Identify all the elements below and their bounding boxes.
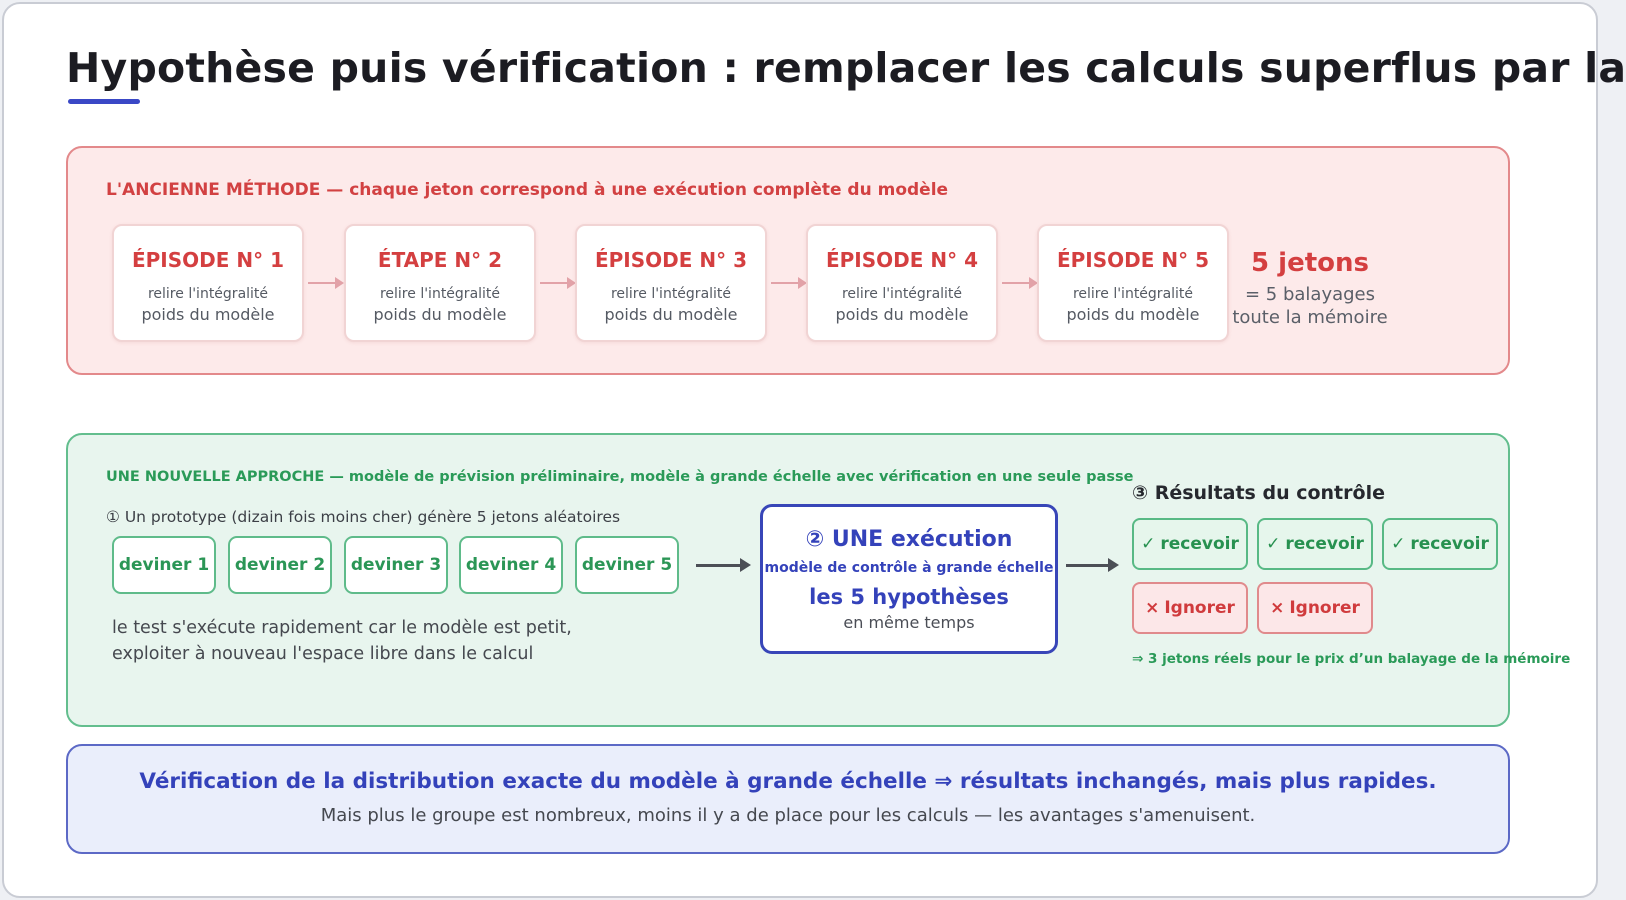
verify-title: ② UNE exécution (805, 527, 1013, 552)
cross-icon: × (1270, 598, 1285, 618)
old-step-card (575, 224, 767, 342)
slide-frame (2, 2, 1626, 898)
old-summary-memory: toute la mémoire (1232, 307, 1388, 328)
flow-arrow-to-results (1066, 564, 1116, 567)
old-summary-sweeps: = 5 balayages (1244, 284, 1376, 305)
old-flow-arrow (308, 282, 342, 284)
cross-icon: × (1145, 598, 1160, 618)
conclusion-panel (66, 744, 1510, 854)
check-icon: ✓ (1391, 534, 1406, 554)
result-accepted (1382, 518, 1498, 570)
old-step-title: ÉPISODE N° 5 (1056, 248, 1209, 272)
old-summary-tokens: 5 jetons (1251, 248, 1369, 278)
draft-note-line1: le test s'exécute rapidement car le modèle est petit, (112, 618, 572, 638)
old-step-line2: poids du modèle (1066, 305, 1200, 324)
result-label: recevoir (1160, 534, 1239, 554)
old-step-card (1037, 224, 1229, 342)
page-title: Hypothèse puis vérification : remplacer les calculs superflus par la (66, 44, 1626, 92)
old-step-card (806, 224, 998, 342)
old-step-line1: relire l'intégralité (1072, 286, 1194, 302)
result-accepted (1257, 518, 1373, 570)
verify-box (760, 504, 1058, 654)
new-approach-heading: UNE NOUVELLE APPROCHE — modèle de prévision préliminaire, modèle à grande échelle avec vérification en une seule passe (106, 469, 1134, 485)
guess-box: deviner 4 (459, 536, 563, 594)
old-flow-arrow (1002, 282, 1036, 284)
conclusion-sub: Mais plus le groupe est nombreux, moins il y a de place pour les calculs — les avantages s'amenuisent. (320, 805, 1256, 826)
flow-arrow-to-verify (696, 564, 748, 567)
verify-main: les 5 hypothèses (809, 585, 1009, 609)
results-footnote: ⇒ 3 jetons réels pour le prix d’un balayage de la mémoire (1132, 651, 1571, 667)
old-step-line2: poids du modèle (373, 305, 507, 324)
guess-box: deviner 5 (575, 536, 679, 594)
old-step-line1: relire l'intégralité (841, 286, 963, 302)
old-step-title: ÉPISODE N° 1 (131, 248, 284, 272)
result-label: recevoir (1410, 534, 1489, 554)
guess-box: deviner 3 (344, 536, 448, 594)
old-step-line2: poids du modèle (835, 305, 969, 324)
result-rejected (1132, 582, 1248, 634)
result-label: recevoir (1285, 534, 1364, 554)
old-step-card (344, 224, 536, 342)
draft-note (112, 615, 572, 667)
old-step-line2: poids du modèle (141, 305, 275, 324)
new-approach-panel (66, 433, 1571, 727)
old-step-title: ÉPISODE N° 4 (825, 248, 978, 272)
result-rejected (1257, 582, 1373, 634)
old-step-title: ÉTAPE N° 2 (377, 248, 503, 272)
result-label: Ignorer (1289, 598, 1360, 618)
verify-foot: en même temps (843, 613, 975, 632)
old-method-panel (66, 146, 1510, 375)
conclusion-main: Vérification de la distribution exacte du modèle à grande échelle ⇒ résultats inchangés, mais plus rapides. (139, 769, 1437, 794)
old-step-title: ÉPISODE N° 3 (594, 248, 747, 272)
old-step-line1: relire l'intégralité (147, 286, 269, 302)
check-icon: ✓ (1141, 534, 1156, 554)
result-accepted (1132, 518, 1248, 570)
old-step-card (112, 224, 304, 342)
old-step-line1: relire l'intégralité (379, 286, 501, 302)
old-flow-arrow (771, 282, 805, 284)
old-flow-arrow (540, 282, 574, 284)
guess-box: deviner 1 (112, 536, 216, 594)
old-step-line1: relire l'intégralité (610, 286, 732, 302)
draft-step-label: ① Un prototype (dizain fois moins cher) génère 5 jetons aléatoires (106, 508, 621, 526)
guess-box: deviner 2 (228, 536, 332, 594)
old-method-heading: L'ANCIENNE MÉTHODE — chaque jeton correspond à une exécution complète du modèle (106, 180, 949, 200)
title-underline (68, 99, 140, 104)
results-heading: ③ Résultats du contrôle (1132, 482, 1385, 504)
old-step-line2: poids du modèle (604, 305, 738, 324)
result-label: Ignorer (1164, 598, 1235, 618)
draft-note-line2: exploiter à nouveau l'espace libre dans le calcul (112, 644, 534, 664)
check-icon: ✓ (1266, 534, 1281, 554)
verify-subtitle: modèle de contrôle à grande échelle (764, 560, 1054, 576)
old-summary (1220, 248, 1400, 328)
